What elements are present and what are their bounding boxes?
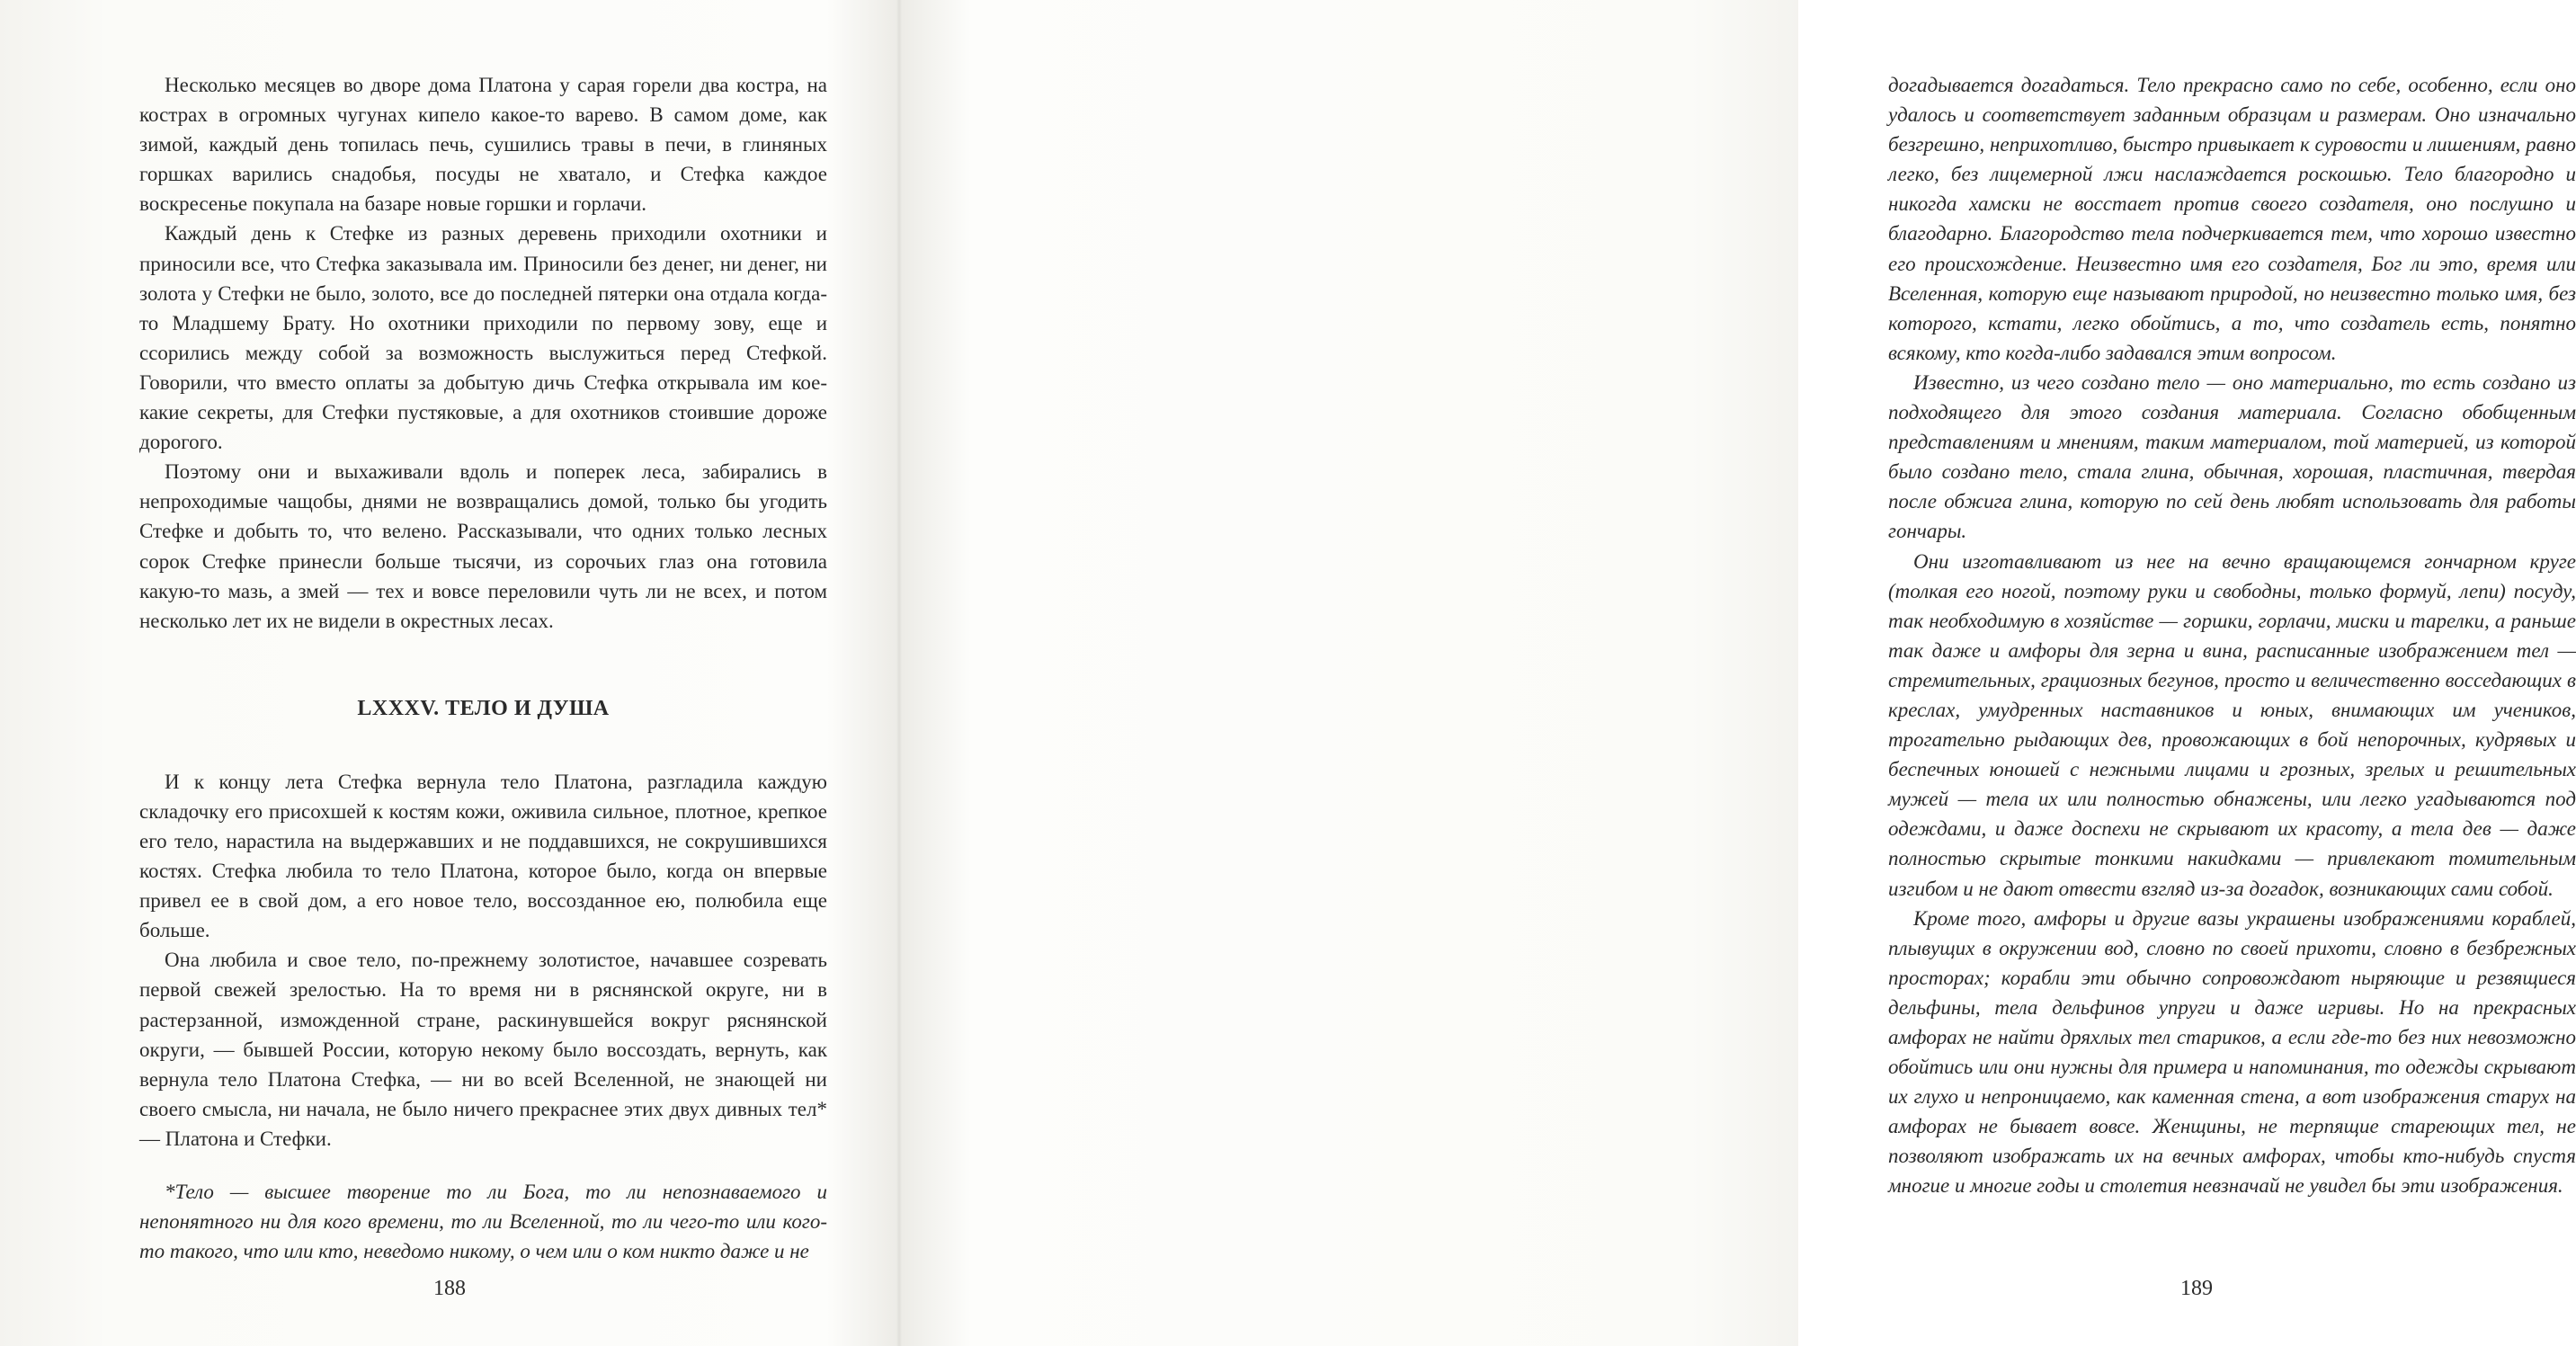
left-page-text [139, 70, 827, 1266]
paragraph: И к концу лета Стефка вернула тело Платона, разгладила каждую складочку его присохшей к костям кожи, оживила сильное, плотное, крепкое его тело, нарастила на выдержавших и не поддавшихся, не сокрушившихся костях. Стефка любила то тело Платона, которое было, когда он впервые привел ее в свой дом, а его новое тело, воссозданное ею, полюбила еще больше. [139, 770, 827, 942]
paragraph: Они изготавливают из нее на вечно вращающемся гончарном круге (толкая его ногой, поэтому руки и свободны, только формуй, лепи) посуду, так необходимую в хозяйстве — горшки, горлачи, миски и тарелки, а раньше так даже и амфоры для зерна и вина, расписанные изображением тел — стремительных, грациозных бегунов, просто и величественно восседающих в креслах, умудренных наставников и юных, внимающих им учеников, трогательно рыдающих дев, провожающих в бой непорочных, кудрявых и беспечных юношей с нежными лицами и грозных, зрелых и решительных мужей — тела их или полностью обнажены, или легко угадываются под одеждами, и даже доспехи не скрывают их красоту, а тела дев — даже полностью скрытые тонкими накидками — привлекают томительным изгибом и не дают отвести взгляд из-за догадок, возникающих сами собой. [1888, 549, 2576, 900]
paragraph: Несколько месяцев во дворе дома Платона у сарая горели два костра, на кострах в огромных чугунах кипело какое-то варево. В самом доме, как зимой, каждый день топилась печь, сушились травы в печи, в глиняных горшках варились снадобья, посуды не хватало, и Стефка каждое воскресенье покупала на базаре новые горшки и горлачи. [139, 74, 827, 216]
right-page [899, 0, 2576, 1346]
paragraph: Известно, из чего создано тело — оно материально, то есть создано из подходящего для этого создания материала. Согласно обобщенным представлениям и мнениям, таким материалом, той материей, из которой было создано тело, стала глина, обычная, хорошая, пластичная, твердая после обжига глина, которую по сей день любят использовать для работы гончары. [1888, 370, 2576, 543]
page-number: 188 [433, 1277, 466, 1300]
footnote: *Тело — высшее творение то ли Бога, то ли непознаваемого и непонятного ни для кого времени, то ли Вселенной, то ли чего-то или кого-то такого, что или кто, неведомо никому, о чем или о ком никто даже и не [139, 1181, 827, 1263]
chapter-title: LXXXV. ТЕЛО И ДУША [357, 696, 610, 720]
paragraph: Кроме того, амфоры и другие вазы украшены изображениями кораблей, плывущих в окружении вод, словно по своей прихоти, словно в безбрежных просторах; корабли эти обычно сопровождают ныряющие и резвящиеся дельфины, тела дельфинов упруги и даже игривы. Но на прекрасных амфорах не найти дряхлых тел стариков, а если где-то без них невозможно обойтись или они нужны для примера и напоминания, то одежды скрывают их глухо и непроницаемо, как каменная стена, а вот изображения старух на амфорах не бывает вовсе. Женщины, не терпящие стареющих тел, не позволяют изображать их на вечных амфорах, чтобы кто-нибудь спустя многие и многие годы и столетия невзначай не увидел бы эти изображения. [1888, 906, 2576, 1198]
paragraph: Каждый день к Стефке из разных деревень приходили охотники и приносили все, что Стефка заказывала им. Приносили без денег, ни денег, ни золота у Стефки не было, золото, все до последней пятерки она отдала когда-то Младшему Брату. Но охотники приходили по первому зову, еще и ссорились между собой за возможность выслужиться перед Стефкой. Говорили, что вместо оплаты за добытую дичь Стефка открывала им кое-какие секреты, для Стефки пустяковые, а для охотников стоившие дороже дорогого. [139, 222, 827, 454]
footnote-continuation: догадывается догадаться. Тело прекрасно само по себе, особенно, если оно удалось и соответствует заданным образцам и размерам. Оно изначально безгрешно, неприхотливо, быстро привыкает к суровости и лишениям, равно легко, без лицемерной лжи наслаждается роскошью. Тело благородно и никогда хамски не восстает против своего создателя, оно послушно и благодарно. Благородство тела подчеркивается тем, что хорошо известно его происхождение. Неизвестно имя его создателя, Бог ли это, время или Вселенная, которую еще называют природой, но неизвестно только имя, без которого, кстати, легко обойтись, а то, что создатель есть, понятно всякому, кто когда-либо задавался этим вопросом. [1888, 74, 2576, 364]
paragraph: Поэтому они и выхаживали вдоль и поперек леса, забирались в непроходимые чащобы, днями не возвращались домой, только бы угодить Стефке и добыть то, что велено. Рассказывали, что одних только лесных сорок Стефке принесли больше тысячи, из сорочьих глаз она готовила какую-то мазь, а змей — тех и вовсе переловили чуть ли не всех, и потом несколько лет их не видели в окрестных лесах. [139, 460, 827, 632]
right-page-text [1888, 70, 2576, 1201]
page-number: 189 [2180, 1277, 2213, 1300]
left-page [0, 0, 899, 1346]
paragraph: Она любила и свое тело, по-прежнему золотистое, начавшее созревать первой свежей зрелостью. На то время ни в ряснянской округе, ни в растерзанной, изможденной стране, раскинувшейся вокруг ряснянской округи, — бывшей России, которую некому было воссоздать, вернуть, как вернула тело Платона Стефка, — ни во всей Вселенной, не знающей ни своего смысла, ни начала, не было ничего прекраснее этих двух дивных тел* — Платона и Стефки. [139, 949, 827, 1150]
